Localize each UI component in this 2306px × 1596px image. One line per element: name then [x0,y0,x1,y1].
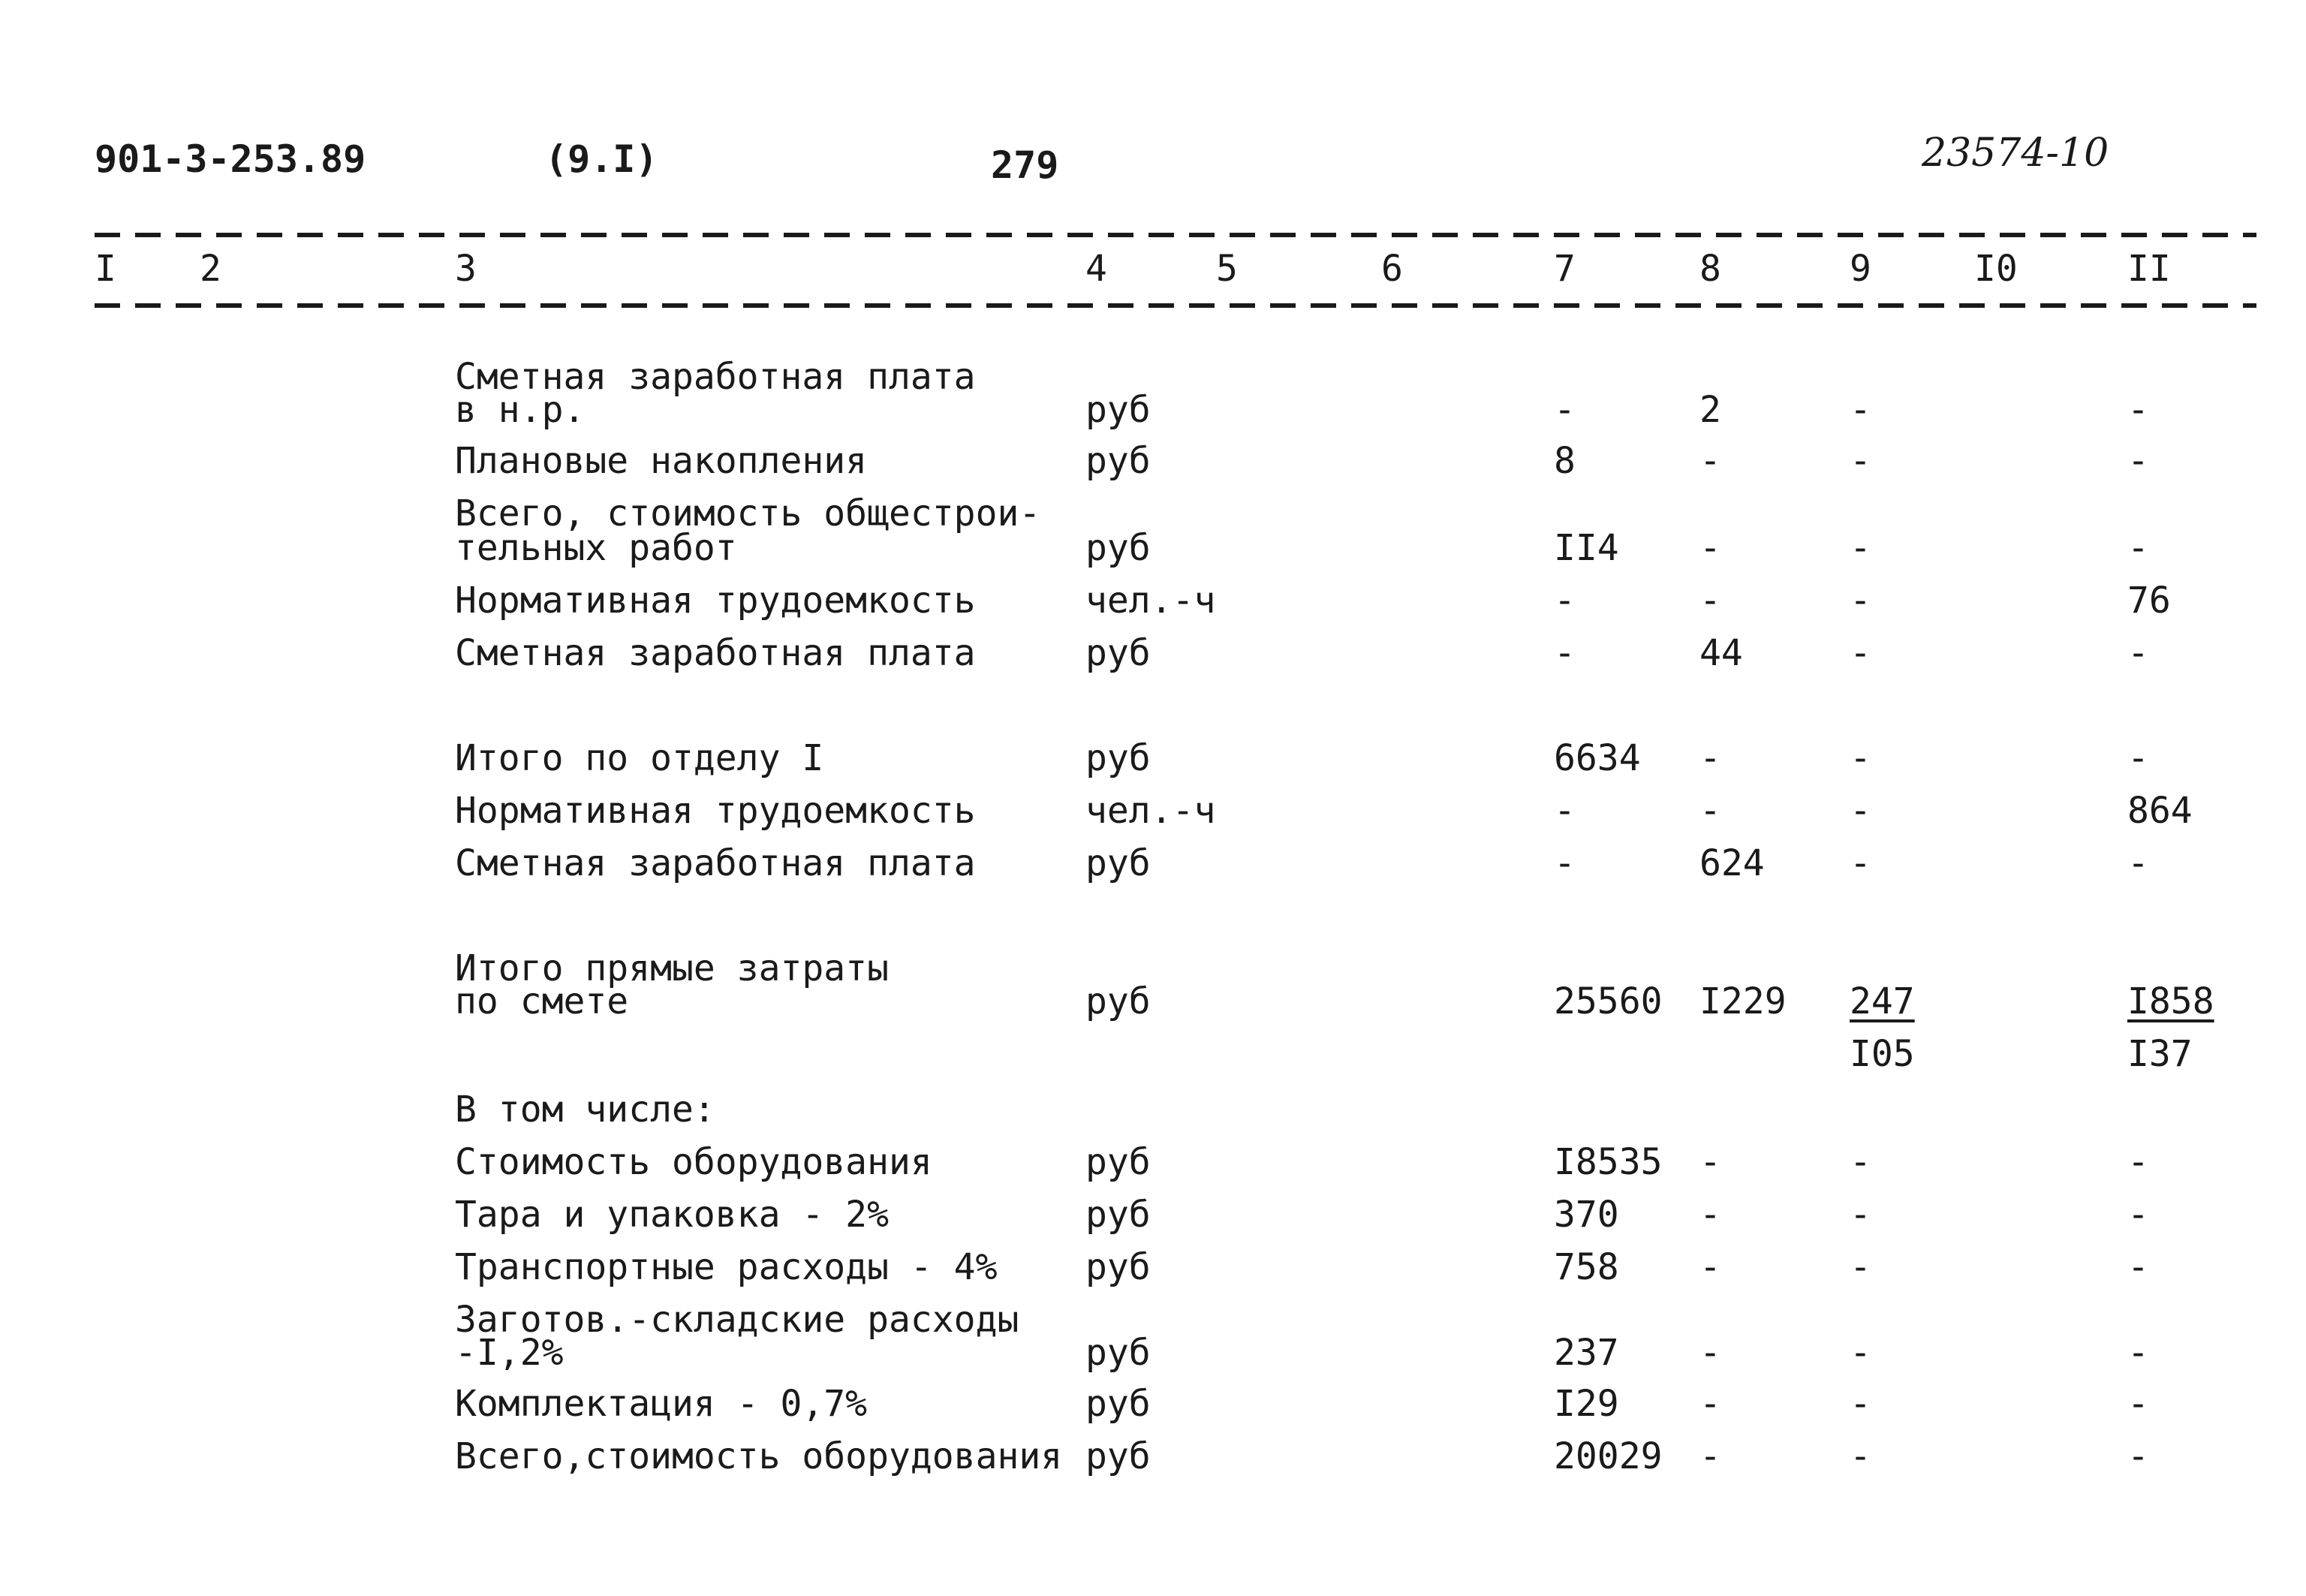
column-header-6: 6 [1381,248,1403,290]
row-col11-value: - [2127,440,2149,482]
row-col9-value: - [1850,1141,1871,1183]
row-name-line: Тара и упаковка - 2% [455,1194,889,1236]
row-col11-value: - [2127,632,2149,674]
row-unit: руб [1085,1332,1151,1374]
row-col11-value: 864 [2127,790,2193,832]
row-col7-value: - [1554,632,1576,674]
column-header-2: 2 [200,248,221,290]
row-col7-value: 758 [1554,1246,1619,1288]
row-col7-value: - [1554,580,1576,622]
row-name-line: Всего, стоимость общестрои- [455,492,1041,535]
row-unit: руб [1085,1246,1151,1288]
row-unit: руб [1085,1141,1151,1183]
column-header-1: I [95,248,116,290]
row-col9-value: - [1850,1194,1871,1236]
row-name-line: Комплектация - 0,7% [455,1383,868,1425]
row-col8-value: I229 [1699,980,1787,1022]
row-col9-value: - [1850,440,1871,482]
row-col8-value: - [1699,440,1721,482]
row-name-line: Заготов.-складские расходы [455,1299,1019,1341]
row-col11-value: 76 [2127,580,2171,622]
column-header-10: I0 [1974,248,2018,290]
row-col8-value: 2 [1699,389,1721,431]
row-unit: руб [1085,1383,1151,1425]
row-name-line: Нормативная трудоемкость [455,790,976,832]
row-col9-value: - [1850,842,1871,884]
row-unit: руб [1085,842,1151,884]
column-header-9: 9 [1850,248,1871,290]
row-col11-value: - [2127,527,2149,569]
row-col11-value: - [2127,1435,2149,1477]
row-unit: руб [1085,737,1151,779]
row-col7-value: I29 [1554,1383,1619,1425]
row-col7-value: - [1554,790,1576,832]
row-name-line: Всего,стоимость оборудования [455,1435,1063,1477]
row-col8-value: - [1699,580,1721,622]
row-col7-value: 25560 [1554,980,1663,1022]
row-col11-value: I858 [2127,980,2214,1022]
row-col11-value: - [2127,1383,2149,1425]
row-col9-value: - [1850,737,1871,779]
row-col8-value: - [1699,1194,1721,1236]
row-col7-value: I8535 [1554,1141,1663,1183]
row-name-line: В том числе: [455,1089,715,1131]
row-name-line: -I,2% [455,1332,564,1374]
row-col9-value: - [1850,1246,1871,1288]
row-col11-value: - [2127,842,2149,884]
row-name-line: Стоимость оборудования [455,1141,932,1183]
row-col7-value: 20029 [1554,1435,1663,1477]
row-col7-value: II4 [1554,527,1619,569]
column-header-8: 8 [1699,248,1721,290]
row-name-line: по смете [455,980,629,1022]
row-name-line: Сметная заработная плата [455,632,976,674]
row-unit: руб [1085,440,1151,482]
row-unit: руб [1085,1194,1151,1236]
handwritten-reference: 23574-10 [1922,131,2109,176]
row-name-line: в н.р. [455,389,586,431]
row-unit: чел.-ч [1085,790,1216,832]
column-header-3: 3 [455,248,477,290]
row-col8-value: - [1699,527,1721,569]
row-col11-value: - [2127,1332,2149,1374]
row-col8-value: 624 [1699,842,1765,884]
row-name-line: Сметная заработная плата [455,842,976,884]
row-col11-value: - [2127,737,2149,779]
row-col8-value: 44 [1699,632,1743,674]
row-name-line: Плановые накопления [455,440,868,482]
row-col11-value: - [2127,1246,2149,1288]
row-col8-value: - [1699,1435,1721,1477]
column-header-11: II [2127,248,2171,290]
row-col9-value: - [1850,389,1871,431]
column-header-5: 5 [1216,248,1238,290]
row-col9-value: - [1850,527,1871,569]
row-col7-value: 8 [1554,440,1576,482]
row-col9-value: - [1850,632,1871,674]
row-col9-value: - [1850,790,1871,832]
row-name-line: Итого по отделу I [455,737,824,779]
page-number: 279 [991,143,1059,187]
row-col7-value: - [1554,389,1576,431]
row-col9-value: - [1850,580,1871,622]
row-col7-value: - [1554,842,1576,884]
row-unit: чел.-ч [1085,580,1216,622]
row-col9-value: - [1850,1332,1871,1374]
row-col9-value: 247 [1850,980,1915,1022]
row-col9-value: - [1850,1435,1871,1477]
row-col11-value: - [2127,1141,2149,1183]
row-col8-value: - [1699,1141,1721,1183]
header-top-divider [95,233,2256,237]
header-bottom-divider [95,303,2256,308]
document-code: 901-3-253.89 [95,137,366,181]
row-col7-value: 6634 [1554,737,1641,779]
row-col8-value: - [1699,1332,1721,1374]
row-col7-value: 237 [1554,1332,1619,1374]
row-unit: руб [1085,389,1151,431]
row-name-line: тельных работ [455,527,737,569]
row-name-line: Транспортные расходы - 4% [455,1246,998,1288]
row-col8-value: - [1699,1383,1721,1425]
column-header-4: 4 [1085,248,1107,290]
column-header-7: 7 [1554,248,1576,290]
row-col7-value: 370 [1554,1194,1619,1236]
row-col11-value: - [2127,389,2149,431]
row-name-line: Итого прямые затраты [455,947,889,989]
section-number: (9.I) [545,137,658,181]
row-col8-value: - [1699,790,1721,832]
row-unit: руб [1085,1435,1151,1477]
row-col11-subvalue: I37 [2127,1033,2193,1075]
row-col11-value: - [2127,1194,2149,1236]
row-col9-subvalue: I05 [1850,1033,1915,1075]
row-unit: руб [1085,632,1151,674]
row-name-line: Сметная заработная плата [455,356,976,398]
row-unit: руб [1085,980,1151,1022]
row-unit: руб [1085,527,1151,569]
row-col8-value: - [1699,1246,1721,1288]
row-col8-value: - [1699,737,1721,779]
row-name-line: Нормативная трудоемкость [455,580,976,622]
row-col9-value: - [1850,1383,1871,1425]
